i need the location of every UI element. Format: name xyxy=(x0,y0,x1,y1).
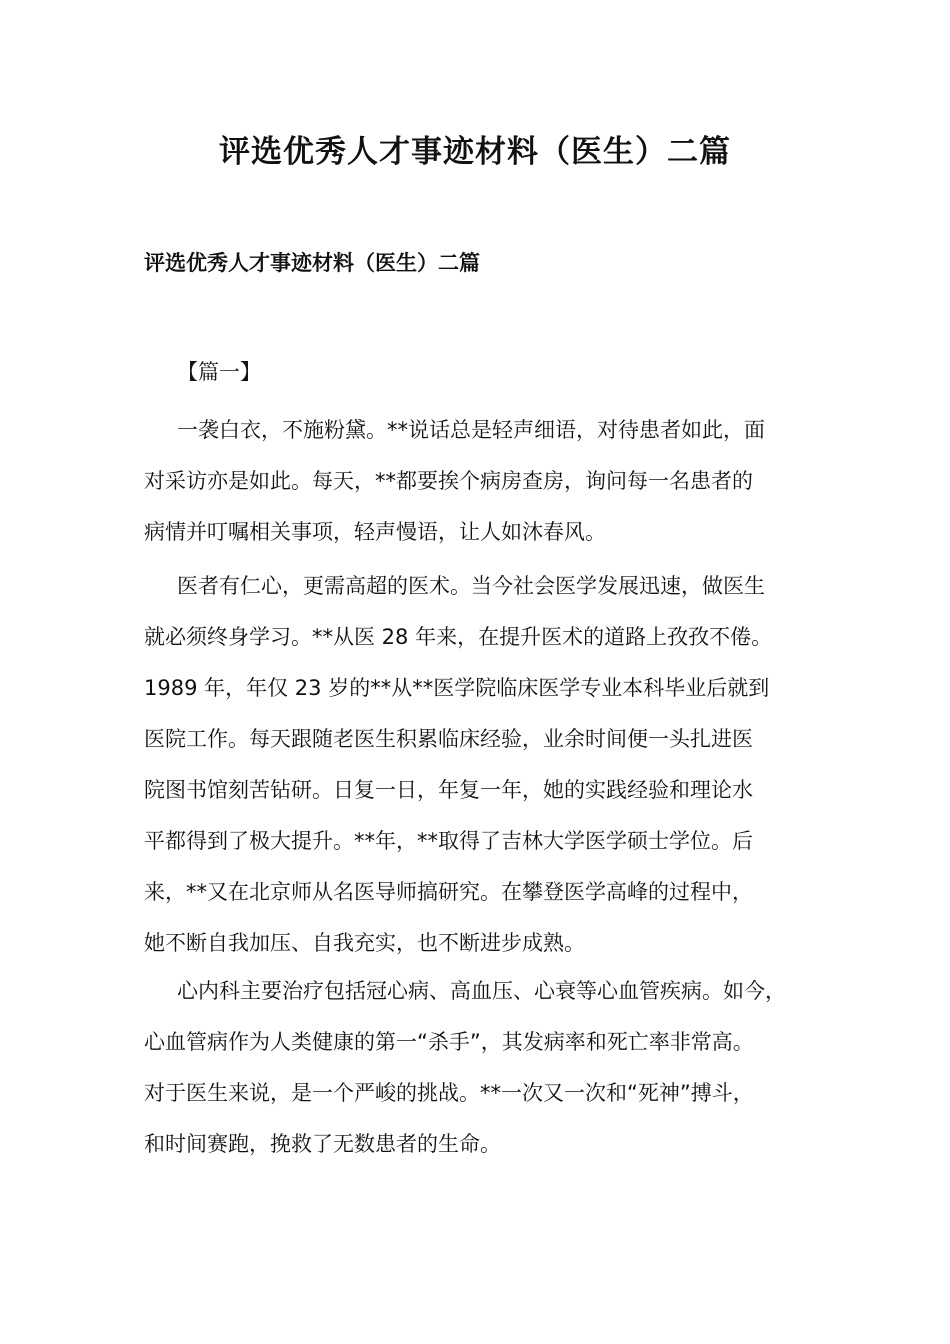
paragraph xyxy=(144,966,824,1170)
paragraph-line: 心血管病作为人类健康的第一“杀手”，其发病率和死亡率非常高。 xyxy=(144,1030,754,1054)
paragraph-line: 病情并叮嘱相关事项，轻声慢语，让人如沐春风。 xyxy=(144,520,606,544)
paragraph-line: 平都得到了极大提升。**年，**取得了吉林大学医学硕士学位。后 xyxy=(144,829,753,853)
paragraph-line: 1989 年，年仅 23 岁的**从**医学院临床医学专业本科毕业后就到 xyxy=(144,676,770,700)
paragraph-line: 她不断自我加压、自我充实，也不断进步成熟。 xyxy=(144,931,585,955)
paragraph-line: 对于医生来说，是一个严峻的挑战。**一次又一次和“死神”搏斗， xyxy=(144,1081,754,1105)
paragraph-line: 就必须终身学习。**从医 28 年来，在提升医术的道路上孜孜不倦。 xyxy=(144,625,773,649)
paragraph-line: 对采访亦是如此。每天，**都要挨个病房查房，询问每一名患者的 xyxy=(144,469,753,493)
paragraph xyxy=(144,405,824,558)
paragraph-line: 院图书馆刻苦钻研。日复一日，年复一年，她的实践经验和理论水 xyxy=(144,778,753,802)
document-title: 评选优秀人才事迹材料（医生）二篇 xyxy=(219,134,731,170)
paragraph xyxy=(144,561,824,969)
paragraph-line: 心内科主要治疗包括冠心病、高血压、心衰等心血管疾病。如今， xyxy=(177,979,786,1003)
section-label: 【篇一】 xyxy=(177,360,261,384)
paragraph-line: 一袭白衣，不施粉黛。**说话总是轻声细语，对待患者如此，面 xyxy=(177,418,765,442)
document-subtitle: 评选优秀人才事迹材料（医生）二篇 xyxy=(144,251,480,275)
paragraph-line: 和时间赛跑，挽救了无数患者的生命。 xyxy=(144,1132,501,1156)
paragraph-line: 医者有仁心，更需高超的医术。当今社会医学发展迅速，做医生 xyxy=(177,574,765,598)
paragraph-line: 来，**又在北京师从名医导师搞研究。在攀登医学高峰的过程中， xyxy=(144,880,753,904)
paragraph-line: 医院工作。每天跟随老医生积累临床经验，业余时间便一头扎进医 xyxy=(144,727,753,751)
